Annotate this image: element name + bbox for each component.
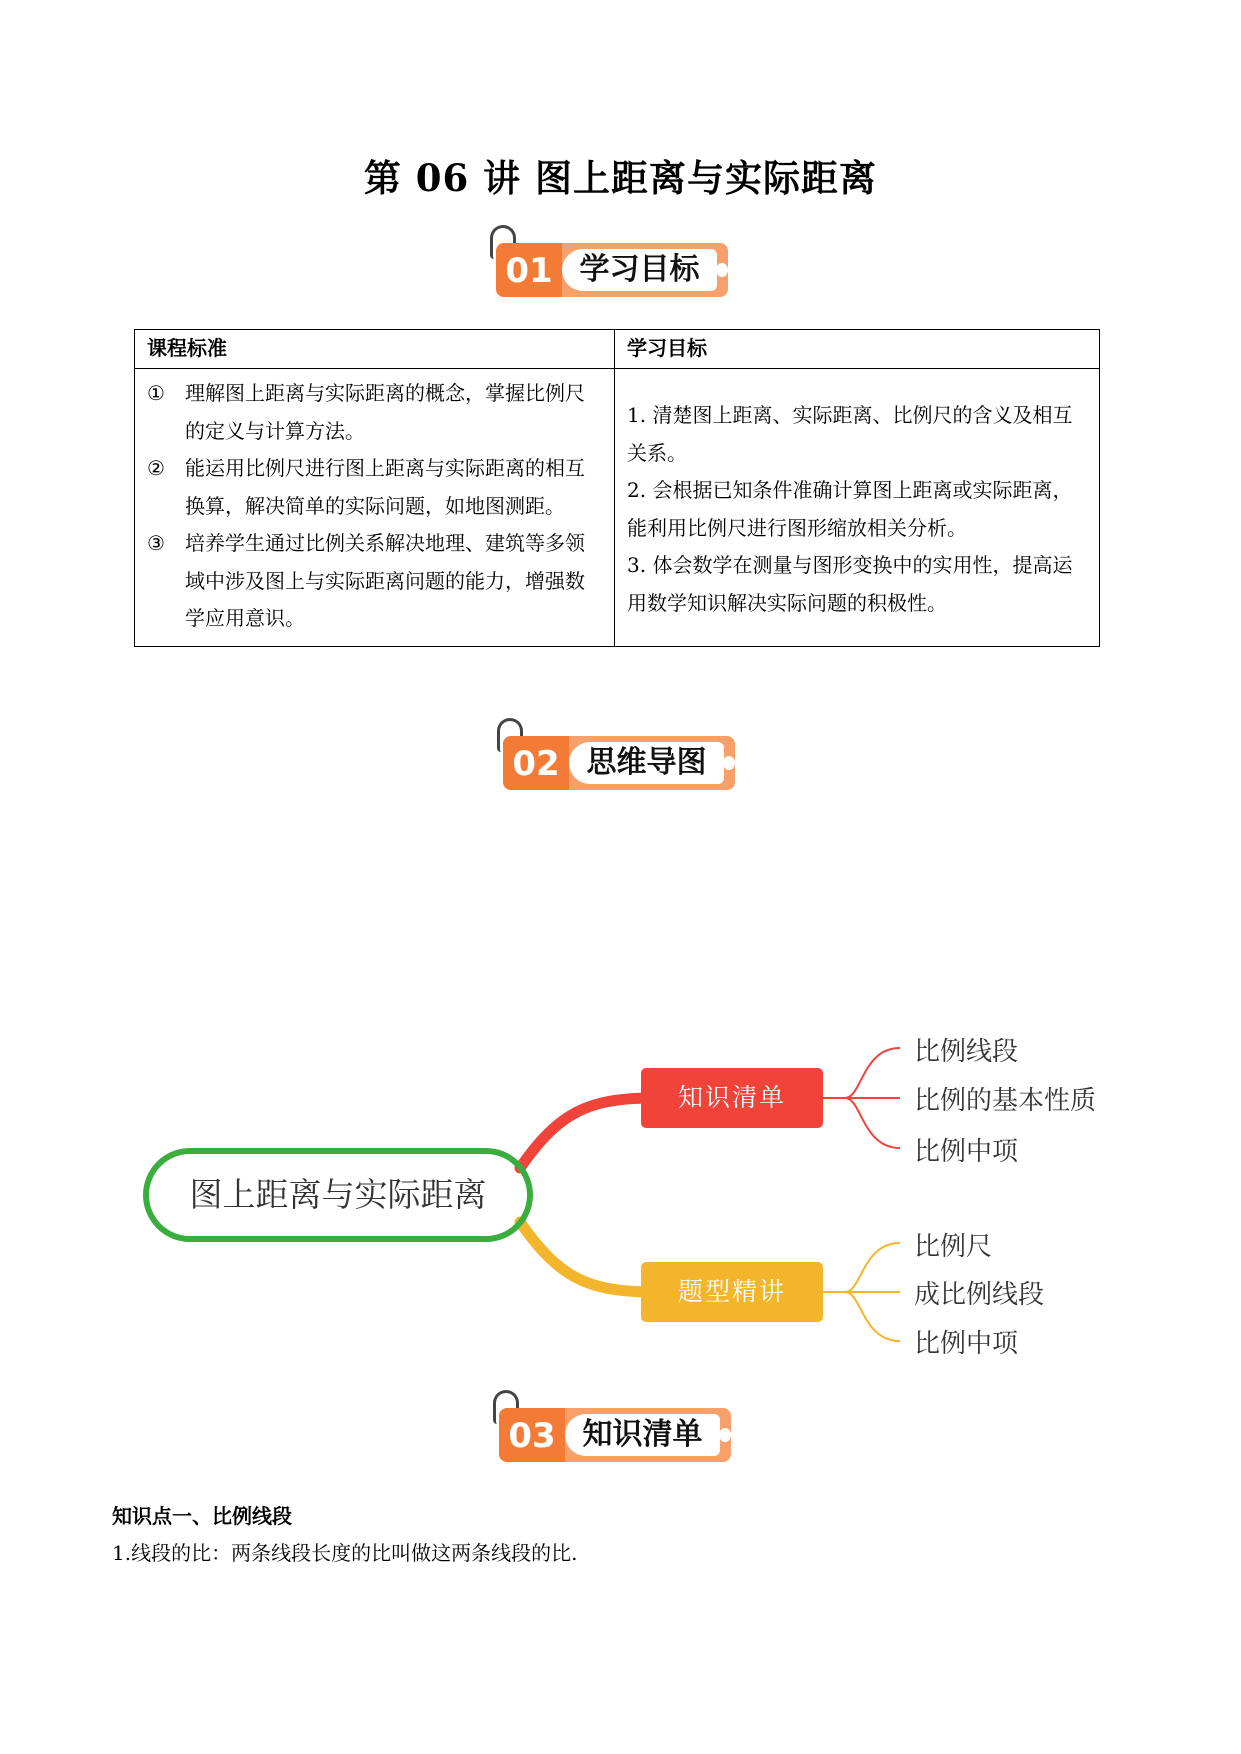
table-header-goal: 学习目标 <box>615 330 1100 369</box>
standard-item: ③ 培养学生通过比例关系解决地理、建筑等多领域中涉及图上与实际距离问题的能力，增强数学应用意识。 <box>147 531 585 630</box>
section-label: 学习目标 <box>562 249 717 291</box>
section-number: 01 <box>496 243 562 297</box>
mindmap-branch-problems: 题型精讲 <box>641 1262 823 1322</box>
section-badge-03 <box>493 1390 733 1464</box>
section-label: 思维导图 <box>569 742 724 784</box>
page-title: 第 06 讲 图上距离与实际距离 <box>363 156 878 200</box>
mindmap-branch-knowledge: 知识清单 <box>641 1068 823 1128</box>
mindmap-leaf: 成比例线段 <box>914 1280 1045 1310</box>
goal-item: 3. 体会数学在测量与图形变换中的实用性，提高运用数学知识解决实际问题的积极性。 <box>627 553 1073 615</box>
knowledge-point-heading: 知识点一、比例线段 <box>112 1504 292 1528</box>
mindmap-root: 图上距离与实际距离 <box>143 1148 533 1242</box>
goal-item: 2. 会根据已知条件准确计算图上距离或实际距离，能利用比例尺进行图形缩放相关分析。 <box>627 478 1073 540</box>
mindmap-leaf: 比例线段 <box>914 1037 1019 1067</box>
standard-item: ② 能运用比例尺进行图上距离与实际距离的相互换算，解决简单的实际问题，如地图测距。 <box>147 456 585 518</box>
section-number: 02 <box>503 736 569 790</box>
knowledge-point-text: 1.线段的比：两条线段长度的比叫做这两条线段的比. <box>112 1541 578 1565</box>
mindmap-leaf: 比例中项 <box>914 1329 1019 1359</box>
mindmap-leaf: 比例的基本性质 <box>914 1086 1097 1116</box>
section-number: 03 <box>499 1408 565 1462</box>
standard-item: ① 理解图上距离与实际距离的概念，掌握比例尺的定义与计算方法。 <box>147 381 585 443</box>
goal-item: 1. 清楚图上距离、实际距离、比例尺的含义及相互关系。 <box>627 403 1073 465</box>
mindmap-leaf: 比例中项 <box>914 1137 1019 1167</box>
section-label: 知识清单 <box>565 1414 720 1456</box>
mindmap-leaf: 比例尺 <box>914 1232 993 1262</box>
table-header-standard: 课程标准 <box>135 330 615 369</box>
